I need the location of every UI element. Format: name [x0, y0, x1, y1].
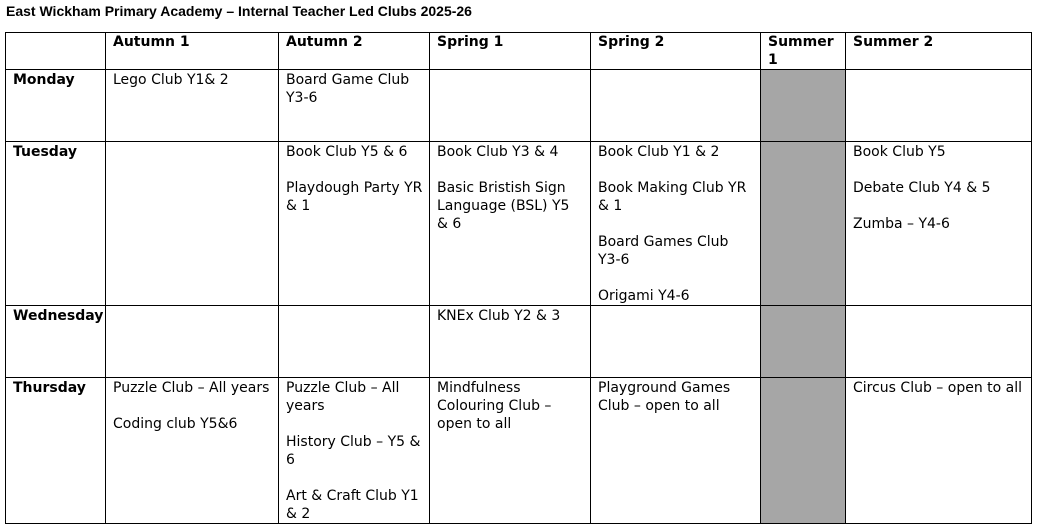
clubs-timetable: [5, 32, 1032, 524]
header-autumn-2: Autumn 2: [279, 33, 430, 70]
row-tuesday: [6, 142, 1032, 306]
club-entry: Puzzle Club – All years: [286, 380, 400, 414]
header-summer-1: Summer 1: [761, 33, 846, 70]
cell: [106, 378, 279, 524]
club-entry: Circus Club – open to all: [853, 380, 1023, 396]
cell: [591, 306, 761, 378]
day-label: Thursday: [6, 378, 106, 524]
club-entry: Debate Club Y4 & 5: [853, 180, 991, 196]
day-label: Tuesday: [6, 142, 106, 306]
cell: [591, 142, 761, 306]
cell: [430, 142, 591, 306]
cell: [846, 306, 1032, 378]
document-title: East Wickham Primary Academy – Internal Teacher Led Clubs 2025-26: [6, 3, 472, 19]
day-label: Monday: [6, 70, 106, 142]
cell: [591, 70, 761, 142]
shaded-cell: [761, 70, 846, 142]
club-entry: Mindfulness Colouring Club – open to all: [437, 380, 552, 432]
cell: [591, 378, 761, 524]
club-entry: Book Making Club YR & 1: [598, 180, 747, 214]
header-autumn-1: Autumn 1: [106, 33, 279, 70]
club-entry: Playground Games Club – open to all: [598, 380, 731, 414]
club-entry: Art & Craft Club Y1 & 2: [286, 488, 419, 522]
cell: [106, 306, 279, 378]
club-entry: Book Club Y3 & 4: [437, 144, 559, 160]
cell: [279, 306, 430, 378]
cell: [430, 70, 591, 142]
header-corner: [6, 33, 106, 70]
club-entry: Coding club Y5&6: [113, 416, 238, 432]
header-spring-1: Spring 1: [430, 33, 591, 70]
cell: [106, 70, 279, 142]
club-entry: KNEx Club Y2 & 3: [437, 308, 561, 324]
club-entry: Zumba – Y4-6: [853, 216, 950, 232]
club-entry: Origami Y4-6: [598, 288, 690, 304]
club-entry: Book Club Y5: [853, 144, 946, 160]
row-wednesday: [6, 306, 1032, 378]
cell: [279, 70, 430, 142]
cell: [430, 378, 591, 524]
shaded-cell: [761, 306, 846, 378]
shaded-cell: [761, 142, 846, 306]
cell: [106, 142, 279, 306]
row-thursday: [6, 378, 1032, 524]
cell: [846, 142, 1032, 306]
day-label: Wednesday: [6, 306, 106, 378]
cell: [279, 378, 430, 524]
club-entry: Basic Bristish Sign Language (BSL) Y5 & 6: [437, 180, 570, 232]
club-entry: Book Club Y5 & 6: [286, 144, 408, 160]
cell: [279, 142, 430, 306]
header-spring-2: Spring 2: [591, 33, 761, 70]
club-entry: Board Game Club Y3-6: [286, 72, 410, 106]
cell: [430, 306, 591, 378]
header-row: [6, 33, 1032, 70]
club-entry: Book Club Y1 & 2: [598, 144, 720, 160]
header-summer-2: Summer 2: [846, 33, 1032, 70]
cell: [846, 70, 1032, 142]
shaded-cell: [761, 378, 846, 524]
club-entry: Board Games Club Y3-6: [598, 234, 729, 268]
cell: [846, 378, 1032, 524]
club-entry: Playdough Party YR & 1: [286, 180, 423, 214]
row-monday: [6, 70, 1032, 142]
club-entry: Puzzle Club – All years: [113, 380, 270, 396]
club-entry: History Club – Y5 & 6: [286, 434, 421, 468]
club-entry: Lego Club Y1& 2: [113, 72, 229, 88]
